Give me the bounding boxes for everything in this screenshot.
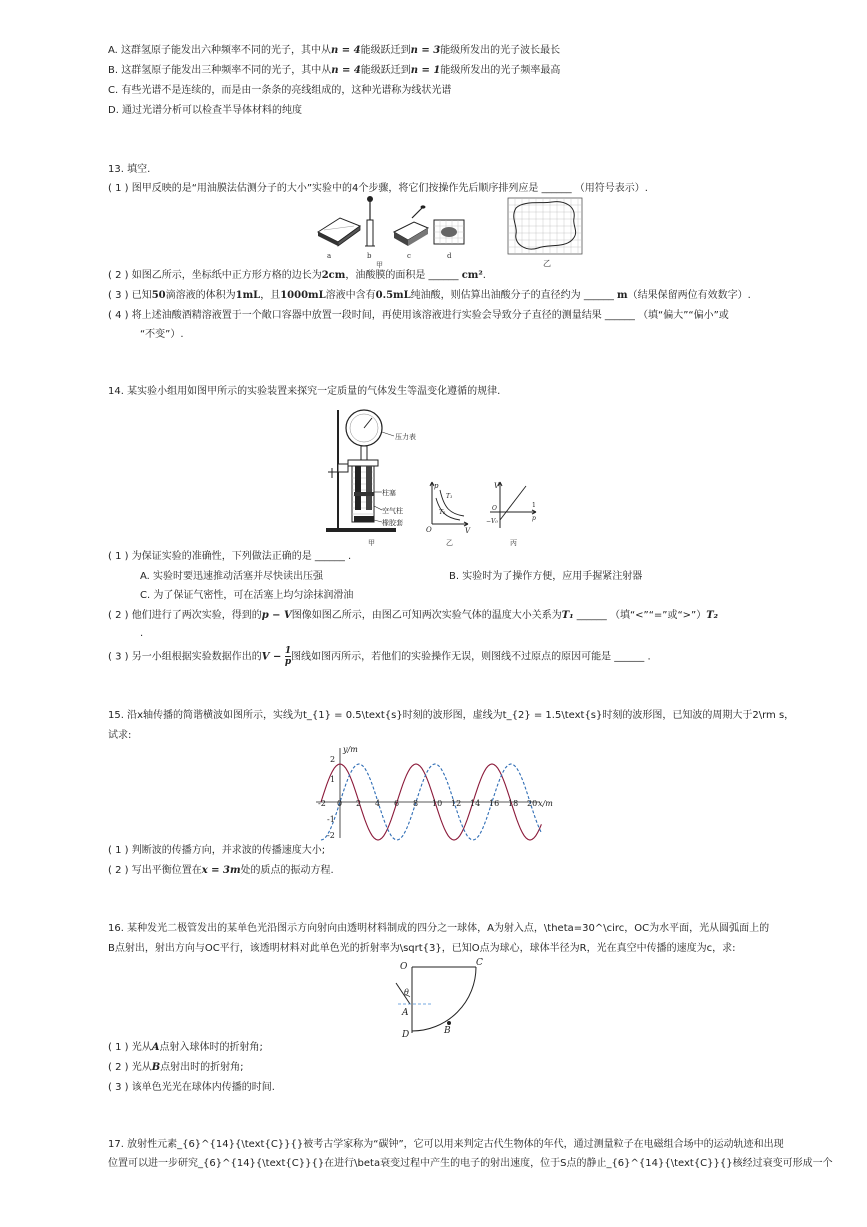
q13-part3: ( 3 ) 已知50滴溶液的体积为1mL，且1000mL溶液中含有0.5mL纯油酸，则估算出油酸分子的直径约为 ______ m（结果保留两位有效数字）.: [108, 290, 751, 301]
label-a: a: [327, 252, 332, 260]
xtick-label: 4: [375, 799, 381, 808]
q14-part2: ( 2 ) 他们进行了两次实验，得到的p − V图像如图乙所示，由图乙可知两次实验气体的温度大小关系为T₁ ______ （填“<”“=”或“>”）T₂: [108, 610, 719, 621]
q15-title-cont: 试求:: [108, 730, 132, 741]
q13-part1: ( 1 ) 图甲反映的是“用油膜法估测分子的大小”实验中的4个步骤，将它们按操作先后顺序排列应是 ______ （用符号表示）.: [108, 183, 648, 194]
q12-option-a: A. 这群氢原子能发出六种频率不同的光子，其中从n = 4能级跃迁到n = 3能级所发出的光子波长最长: [108, 45, 561, 56]
label-gauge: 压力表: [395, 433, 416, 441]
q15-part2: ( 2 ) 写出平衡位置在x = 3m处的质点的振动方程.: [108, 865, 334, 876]
x-axis-label: x/m: [538, 799, 553, 808]
label-b: b: [367, 252, 372, 260]
label-air-column: 空气柱: [382, 507, 403, 515]
gas-law-figure: [318, 402, 558, 548]
svg-text:V: V: [465, 527, 471, 535]
svg-text:丙: 丙: [510, 539, 517, 547]
svg-text:p: p: [434, 482, 439, 490]
y-axis-label: y/m: [343, 745, 358, 754]
q15-title: 15. 沿x轴传播的简谐横波如图所示，实线为t_{1} = 0.5\text{s}时刻的波形图，虚线为t_{2} = 1.5\text{s}时刻的波形图，已知波的周期大于2\rm s，: [108, 710, 795, 721]
label-theta: θ: [404, 988, 409, 997]
q14-option-a: A. 实验时要迅速推动活塞并尽快读出压强: [140, 571, 324, 582]
label-rubber-cap: 橡胶套: [382, 519, 403, 527]
q13-part2: ( 2 ) 如图乙所示，坐标纸中正方形方格的边长为2cm，油酸膜的面积是 ______ cm².: [108, 270, 486, 281]
xtick-label: 2: [356, 799, 362, 808]
ytick-neg2: -2: [327, 831, 335, 840]
xtick-label: -2: [318, 799, 326, 808]
q15-part1: ( 1 ) 判断波的传播方向，并求波的传播速度大小;: [108, 845, 326, 856]
svg-text:甲: 甲: [368, 539, 375, 547]
q14-part1: ( 1 ) 为保证实验的准确性，下列做法正确的是 ______ .: [108, 551, 352, 562]
svg-text:V: V: [494, 482, 500, 490]
label-o: O: [400, 962, 408, 972]
q16-part2: ( 2 ) 光从B点射出时的折射角;: [108, 1062, 244, 1073]
xtick-label: 6: [394, 799, 400, 808]
xtick-label: 14: [470, 799, 481, 808]
grid-film-icon: [508, 198, 582, 254]
dropper-icon: [365, 196, 375, 246]
q14-title: 14. 某实验小组用如图甲所示的实验装置来探究一定质量的气体发生等温变化遵循的规律.: [108, 386, 501, 397]
q12-option-d: D. 通过光谱分析可以检查半导体材料的纯度: [108, 105, 303, 116]
svg-text:O: O: [426, 526, 432, 534]
q12-option-b: B. 这群氢原子能发出三种频率不同的光子，其中从n = 4能级跃迁到n = 1能级所发出的光子频率最高: [108, 65, 561, 76]
q12-option-c: C. 有些光谱不是连续的，而是由一条条的亮线组成的，这种光谱称为线状光谱: [108, 85, 452, 96]
wave-graph: [300, 742, 560, 842]
svg-text:−V₀: −V₀: [486, 518, 498, 525]
svg-text:p: p: [532, 515, 536, 522]
q17-line2: 位置可以进一步研究_{6}^{14}{\text{C}}{}在进行\beta衰变过程中产生的电子的射出速度，位于S点的静止_{6}^{14}{\text{C}}{}核经过衰变可形成一个: [108, 1158, 833, 1169]
label-d: D: [402, 1030, 410, 1040]
tray-icon: [318, 218, 360, 246]
q14-option-c: C. 为了保证气密性，可在活塞上均匀涂抹润滑油: [140, 590, 354, 601]
xtick-label: 16: [489, 799, 500, 808]
label-c: C: [476, 958, 483, 968]
quarter-sphere-figure: [394, 955, 494, 1041]
label-d: d: [447, 252, 452, 260]
xtick-label: 18: [508, 799, 519, 808]
xtick-label: 12: [451, 799, 462, 808]
q13-part4: ( 4 ) 将上述油酸酒精溶液置于一个敞口容器中放置一段时间，再使用该溶液进行实验会导致分子直径的测量结果 ______ （填“偏大”“偏小”或: [108, 310, 729, 321]
q17-line1: 17. 放射性元素_{6}^{14}{\text{C}}{}被考古学家称为“碳钟”，它可以用来判定古代生物体的年代，通过测量粒子在电磁组合场中的运动轨迹和出现: [108, 1139, 784, 1150]
q13-part4-cont: “不变”）.: [140, 329, 184, 340]
oil-film-figure: [310, 196, 590, 268]
q14-part3: ( 3 ) 另一小组根据实验数据作出的V − $\frac{1}{p}$ 图线如图丙所示，若他们的实验操作无误，则图线不过原点的原因可能是 ______ .: [108, 646, 651, 667]
ytick-2: 2: [330, 755, 336, 764]
xtick-label: 0: [337, 799, 343, 808]
q13-title: 13. 填空.: [108, 164, 151, 175]
xtick-label: 20: [527, 799, 538, 808]
label-plunger: 柱塞: [382, 489, 396, 497]
label-b: B: [444, 1026, 451, 1036]
q14-part2-cont: .: [140, 628, 144, 639]
label-a: A: [402, 1008, 409, 1018]
svg-text:1: 1: [532, 502, 536, 509]
svg-text:O: O: [492, 505, 497, 512]
label-jia: 甲: [376, 261, 383, 268]
grid-blob-icon: [434, 220, 464, 244]
ytick-1: 1: [330, 775, 336, 784]
label-c: c: [407, 252, 411, 260]
q16-part3: ( 3 ) 该单色光光在球体内传播的时间.: [108, 1082, 275, 1093]
svg-text:T₂: T₂: [439, 509, 446, 516]
xtick-label: 8: [413, 799, 419, 808]
point-b: [447, 1021, 451, 1025]
xtick-label: 10: [432, 799, 443, 808]
svg-text:T₁: T₁: [446, 493, 453, 500]
q16-title: 16. 某种发光二极管发出的某单色光沿图示方向射向由透明材料制成的四分之一球体，A为射入点，\theta=30^\circ，OC为水平面，光从圆弧面上的: [108, 923, 770, 934]
label-yi: 乙: [543, 259, 551, 268]
pv-graph-icon: [426, 482, 471, 535]
svg-text:乙: 乙: [446, 539, 453, 547]
q16-part1: ( 1 ) 光从A点射入球体时的折射角;: [108, 1042, 263, 1053]
q14-option-b: B. 实验时为了操作方便，应用手握紧注射器: [449, 571, 643, 582]
ytick-neg1: -1: [327, 815, 335, 824]
q16-title-cont: B点射出，射出方向与OC平行，该透明材料对此单色光的折射率为\sqrt{3}，已知O点为球心，球体半径为R，光在真空中传播的速度为c，求:: [108, 943, 736, 954]
v-inverse-p-graph-icon: [486, 482, 536, 528]
glass-plate-icon: [394, 205, 428, 246]
fraction-1-over-p: $\frac{1}{p}$: [284, 646, 292, 667]
